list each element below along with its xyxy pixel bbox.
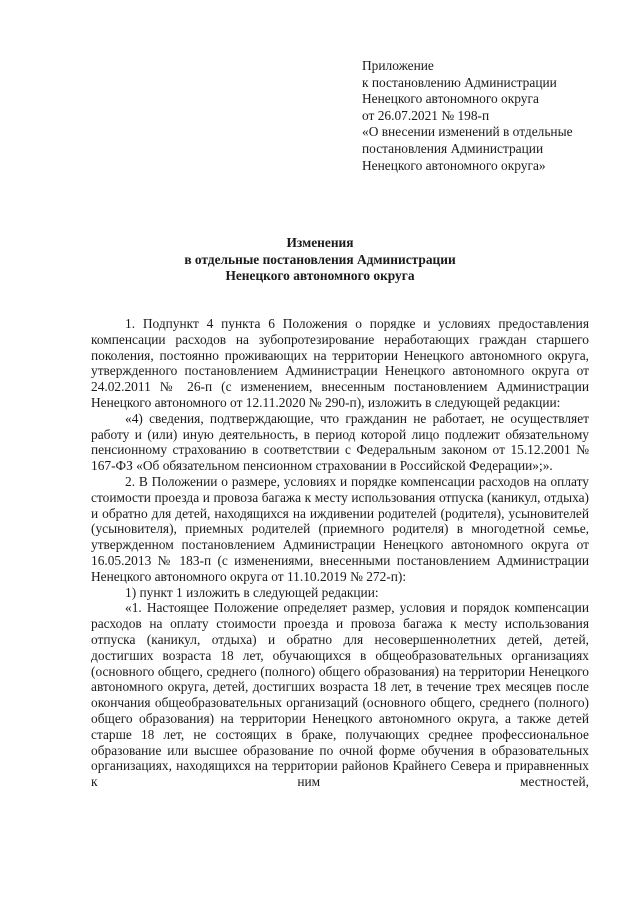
title-line: Изменения: [286, 235, 354, 250]
appendix-line: к постановлению Администрации: [362, 74, 557, 90]
paragraph-item-2: 2. В Положении о размере, условиях и порядке компенсации расходов на оплату стоимости проезда и провоза багажа к месту использования отпуска (каникул, отдыха) и обратно для детей, находящихся на иждивении родителей (родителя), усыновителей (усыновителя), приемных родителей (приемного родителя) в многодетной семье, утвержденном постановлением Администрации Ненецкого автономного округа от 16.05.2013 № 183-п (с изменениями, внесенными постановлением Администрации Ненецкого автономного округа от 11.10.2019 № 272-п):: [91, 473, 589, 584]
appendix-block: [362, 58, 624, 174]
appendix-line: Приложение: [362, 58, 434, 73]
paragraph-subitem-1-text: «1. Настоящее Положение определяет размер, условия и порядок компенсации расходов на оплату стоимости проезда и провоза багажа к месту использования отпуска (каникул, отдыха) и обратно для несовершеннолетних детей, детей, достигших возраста 18 лет, обучающихся в общеобразовательных организациях (основного общего, среднего (полного) общего образования) на территории Ненецкого автономного округа, детей, достигших возраста 18 лет, в течение трех месяцев после окончания общеобразовательных организаций (основного общего, среднего (полного) общего образования) на территории Ненецкого автономного округа, а также детей старше 18 лет, не состоящих в браке, получающих среднее профессиональное образование или высшее образование по очной форме обучения в образовательных организациях, находящихся на территории районов Крайнего Севера и приравненных к ним местностей,: [91, 600, 589, 790]
appendix-line: Ненецкого автономного округа: [362, 91, 539, 107]
paragraph-subitem-1: 1) пункт 1 изложить в следующей редакции:: [125, 584, 379, 600]
paragraph-item-1: 1. Подпункт 4 пункта 6 Положения о порядке и условиях предоставления компенсации расходов на зубопротезирование неработающих граждан старшего поколения, постоянно проживающих на территории Ненецкого автономного округа, утвержденного постановлением Администрации Ненецкого автономного округа от 24.02.2011 № 26-п (с изменением, внесенным постановлением Администрации Ненецкого автономного от 12.11.2020 № 290-п), изложить в следующей редакции:: [91, 316, 589, 410]
appendix-line: от 26.07.2021 № 198-п: [362, 107, 490, 123]
appendix-line: постановления Администрации: [362, 140, 544, 156]
title-line: Ненецкого автономного округа: [225, 268, 415, 284]
title-line: в отдельные постановления Администрации: [184, 251, 456, 267]
paragraph-item-1-text: «4) сведения, подтверждающие, что гражданин не работает, не осуществляет работу и (или) иную деятельность, в период которой лицо подлежит обязательному пенсионному страхованию в соответствии с Федеральным законом от 15.12.2001 № 167-ФЗ «Об обязательном пенсионном страховании в Российской Федерации»;».: [91, 410, 589, 474]
document-title: [0, 235, 640, 285]
appendix-line: Ненецкого автономного округа»: [362, 157, 546, 173]
document-body: [91, 316, 589, 790]
appendix-line: «О внесении изменений в отдельные: [362, 124, 573, 140]
